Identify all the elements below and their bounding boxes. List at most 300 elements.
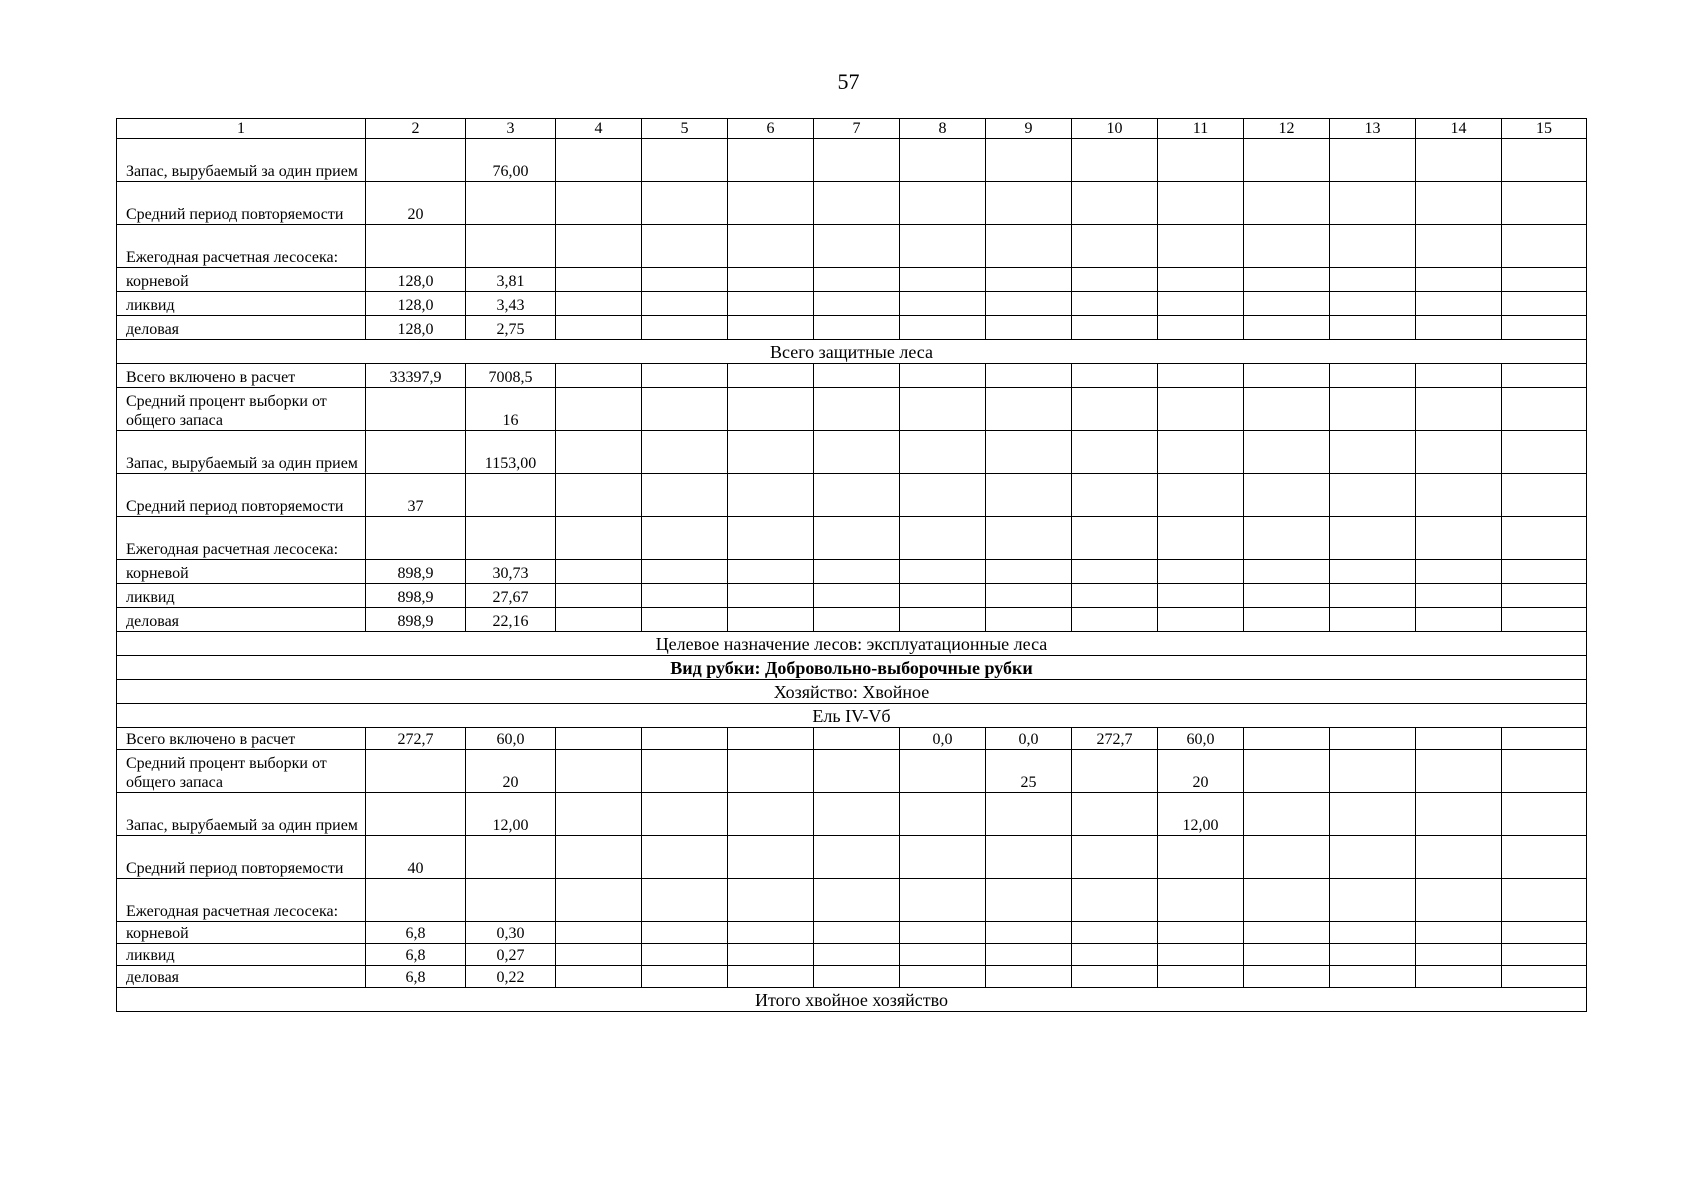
- table-cell: [366, 879, 466, 922]
- table-cell: [814, 225, 900, 268]
- table-cell: [642, 474, 728, 517]
- table-cell: [1072, 560, 1158, 584]
- table-cell: [1072, 388, 1158, 431]
- table-cell: [1158, 268, 1244, 292]
- table-row: [117, 292, 1587, 316]
- table-cell: 128,0: [366, 292, 466, 316]
- table-cell: [728, 517, 814, 560]
- table-cell: 60,0: [1158, 728, 1244, 750]
- table-cell: 1153,00: [466, 431, 556, 474]
- table-cell: [900, 292, 986, 316]
- table-cell: 128,0: [366, 316, 466, 340]
- table-cell: 33397,9: [366, 364, 466, 388]
- table-cell: 12,00: [466, 793, 556, 836]
- table-cell: [1330, 139, 1416, 182]
- section-row: [117, 704, 1587, 728]
- column-number: 12: [1244, 119, 1330, 139]
- table-cell: [986, 944, 1072, 966]
- table-cell: [1330, 225, 1416, 268]
- table-cell: 6,8: [366, 944, 466, 966]
- table-cell: [728, 584, 814, 608]
- section-title: Итого хвойное хозяйство: [117, 988, 1587, 1012]
- table-cell: 60,0: [466, 728, 556, 750]
- table-cell: [466, 225, 556, 268]
- table-cell: [1502, 944, 1587, 966]
- table-cell: [814, 944, 900, 966]
- table-cell: [986, 474, 1072, 517]
- table-cell: 898,9: [366, 584, 466, 608]
- table-cell: [900, 225, 986, 268]
- table-cell: [986, 836, 1072, 879]
- table-cell: [642, 922, 728, 944]
- table-cell: [814, 268, 900, 292]
- table-row: [117, 474, 1587, 517]
- table-cell: [642, 268, 728, 292]
- table-cell: [1416, 966, 1502, 988]
- table-row: [117, 364, 1587, 388]
- table-cell: [366, 139, 466, 182]
- table-cell: [728, 922, 814, 944]
- table-row: [117, 944, 1587, 966]
- table-cell: [986, 182, 1072, 225]
- table-cell: [1072, 292, 1158, 316]
- row-label: Средний период повторяемости: [117, 182, 366, 225]
- table-cell: [1072, 431, 1158, 474]
- table-cell: 0,27: [466, 944, 556, 966]
- table-cell: [556, 922, 642, 944]
- table-cell: [1244, 944, 1330, 966]
- table-cell: [986, 225, 1072, 268]
- table-cell: [1330, 364, 1416, 388]
- column-number: 3: [466, 119, 556, 139]
- table-cell: [556, 608, 642, 632]
- table-cell: [986, 879, 1072, 922]
- table-cell: [642, 139, 728, 182]
- table-cell: 898,9: [366, 608, 466, 632]
- table-cell: [1502, 750, 1587, 793]
- table-cell: 3,43: [466, 292, 556, 316]
- table-cell: [1502, 292, 1587, 316]
- table-cell: 6,8: [366, 966, 466, 988]
- table-cell: [900, 364, 986, 388]
- table-cell: 272,7: [1072, 728, 1158, 750]
- table-cell: [1244, 268, 1330, 292]
- table-cell: [900, 517, 986, 560]
- table-cell: [1330, 268, 1416, 292]
- table-cell: [1502, 268, 1587, 292]
- table-cell: [1416, 944, 1502, 966]
- table-cell: [1330, 608, 1416, 632]
- table-cell: [1244, 793, 1330, 836]
- table-cell: [814, 364, 900, 388]
- table-cell: [466, 836, 556, 879]
- table-cell: [1416, 793, 1502, 836]
- row-label: деловая: [117, 316, 366, 340]
- table-row: [117, 584, 1587, 608]
- row-label: Всего включено в расчет: [117, 728, 366, 750]
- table-cell: [728, 388, 814, 431]
- table-cell: [556, 584, 642, 608]
- table-row: [117, 728, 1587, 750]
- table-cell: [900, 268, 986, 292]
- table-cell: [1158, 182, 1244, 225]
- table-cell: [900, 608, 986, 632]
- table-cell: [728, 608, 814, 632]
- row-label: Средний период повторяемости: [117, 836, 366, 879]
- table-cell: [1158, 364, 1244, 388]
- table-cell: [642, 608, 728, 632]
- table-cell: [814, 292, 900, 316]
- column-number: 11: [1158, 119, 1244, 139]
- table-cell: [1502, 388, 1587, 431]
- table-cell: [1244, 879, 1330, 922]
- table-cell: [900, 966, 986, 988]
- table-cell: [728, 431, 814, 474]
- table-cell: [556, 431, 642, 474]
- table-cell: [1330, 966, 1416, 988]
- table-cell: 0,22: [466, 966, 556, 988]
- column-number-row: [117, 119, 1587, 139]
- table-cell: [1330, 793, 1416, 836]
- table-cell: [728, 182, 814, 225]
- table-cell: [1502, 728, 1587, 750]
- table-cell: [728, 225, 814, 268]
- table-cell: [1158, 292, 1244, 316]
- section-title: Целевое назначение лесов: эксплуатационные леса: [117, 632, 1587, 656]
- section-title: Хозяйство: Хвойное: [117, 680, 1587, 704]
- table-cell: [900, 584, 986, 608]
- table-cell: [556, 474, 642, 517]
- table-cell: [1330, 292, 1416, 316]
- table-cell: [986, 431, 1072, 474]
- table-cell: [1244, 431, 1330, 474]
- table-cell: [1072, 316, 1158, 340]
- table-cell: [900, 139, 986, 182]
- table-cell: [1416, 560, 1502, 584]
- table-row: [117, 750, 1587, 793]
- row-label: корневой: [117, 922, 366, 944]
- table-cell: [556, 225, 642, 268]
- table-cell: [366, 225, 466, 268]
- table-row: [117, 793, 1587, 836]
- table-cell: [1416, 584, 1502, 608]
- table-cell: [1244, 608, 1330, 632]
- table-cell: [1072, 750, 1158, 793]
- table-cell: [642, 225, 728, 268]
- table-cell: 20: [1158, 750, 1244, 793]
- table-cell: [1330, 944, 1416, 966]
- table-cell: [986, 316, 1072, 340]
- table-cell: [1416, 316, 1502, 340]
- table-cell: [556, 879, 642, 922]
- table-cell: [1330, 922, 1416, 944]
- table-cell: [366, 517, 466, 560]
- table-cell: [986, 388, 1072, 431]
- table-cell: 6,8: [366, 922, 466, 944]
- table-cell: [1072, 793, 1158, 836]
- table-cell: [1416, 182, 1502, 225]
- table-cell: [728, 966, 814, 988]
- table-cell: [1158, 560, 1244, 584]
- table-cell: [556, 139, 642, 182]
- table-row: [117, 316, 1587, 340]
- table-cell: [1072, 944, 1158, 966]
- table-cell: [986, 364, 1072, 388]
- table-cell: [1158, 474, 1244, 517]
- table-cell: [366, 388, 466, 431]
- table-cell: [1502, 836, 1587, 879]
- table-cell: [728, 728, 814, 750]
- table-cell: [1244, 750, 1330, 793]
- table-cell: [900, 879, 986, 922]
- table-cell: [814, 793, 900, 836]
- table-row: [117, 225, 1587, 268]
- column-number: 6: [728, 119, 814, 139]
- table-cell: [814, 316, 900, 340]
- table-cell: 16: [466, 388, 556, 431]
- section-title: Всего защитные леса: [117, 340, 1587, 364]
- table-cell: [1502, 316, 1587, 340]
- table-cell: [1158, 922, 1244, 944]
- table-cell: [1244, 922, 1330, 944]
- table-cell: [814, 728, 900, 750]
- table-cell: [1072, 836, 1158, 879]
- table-cell: [1158, 966, 1244, 988]
- table-cell: [642, 879, 728, 922]
- table-cell: 25: [986, 750, 1072, 793]
- table-cell: [1416, 728, 1502, 750]
- table-row: [117, 836, 1587, 879]
- table-cell: [986, 966, 1072, 988]
- table-cell: [556, 517, 642, 560]
- table-cell: [728, 879, 814, 922]
- table-cell: 898,9: [366, 560, 466, 584]
- table-cell: [642, 584, 728, 608]
- table-cell: [1330, 182, 1416, 225]
- table-body: [117, 119, 1587, 1012]
- table-cell: [986, 517, 1072, 560]
- table-cell: [900, 750, 986, 793]
- table-cell: [1416, 922, 1502, 944]
- column-number: 13: [1330, 119, 1416, 139]
- column-number: 7: [814, 119, 900, 139]
- table-cell: [1330, 517, 1416, 560]
- section-title: Вид рубки: Добровольно-выборочные рубки: [117, 656, 1587, 680]
- table-cell: [1330, 879, 1416, 922]
- table-row: [117, 182, 1587, 225]
- table-cell: [900, 316, 986, 340]
- table-cell: [986, 560, 1072, 584]
- row-label: Ежегодная расчетная лесосека:: [117, 879, 366, 922]
- table-cell: [814, 879, 900, 922]
- table-cell: [556, 944, 642, 966]
- table-cell: [642, 750, 728, 793]
- table-cell: [1416, 517, 1502, 560]
- table-cell: [900, 388, 986, 431]
- table-cell: [1244, 966, 1330, 988]
- table-cell: [1244, 182, 1330, 225]
- column-number: 8: [900, 119, 986, 139]
- table-cell: [1158, 517, 1244, 560]
- table-cell: 76,00: [466, 139, 556, 182]
- table-cell: [1416, 364, 1502, 388]
- table-cell: [642, 560, 728, 584]
- table-cell: [1072, 182, 1158, 225]
- row-label: корневой: [117, 560, 366, 584]
- table-cell: [1244, 364, 1330, 388]
- table-cell: [1502, 879, 1587, 922]
- table-cell: [1502, 364, 1587, 388]
- table-cell: [1502, 608, 1587, 632]
- table-cell: [1416, 268, 1502, 292]
- table-cell: [556, 793, 642, 836]
- table-cell: [1244, 474, 1330, 517]
- table-row: [117, 922, 1587, 944]
- table-cell: [1072, 608, 1158, 632]
- table-cell: [900, 944, 986, 966]
- table-cell: [814, 182, 900, 225]
- table-cell: [1244, 225, 1330, 268]
- table-cell: [1330, 560, 1416, 584]
- table-cell: [1072, 364, 1158, 388]
- table-cell: [1158, 879, 1244, 922]
- table-cell: [814, 474, 900, 517]
- table-cell: [556, 316, 642, 340]
- column-number: 15: [1502, 119, 1587, 139]
- table-cell: [900, 431, 986, 474]
- table-cell: [642, 364, 728, 388]
- table-cell: 40: [366, 836, 466, 879]
- row-label: деловая: [117, 608, 366, 632]
- table-cell: [1416, 139, 1502, 182]
- table-cell: [814, 139, 900, 182]
- table-row: [117, 879, 1587, 922]
- table-cell: [728, 793, 814, 836]
- table-cell: [1244, 560, 1330, 584]
- table-cell: [1158, 139, 1244, 182]
- row-label: ликвид: [117, 584, 366, 608]
- table-cell: [900, 836, 986, 879]
- table-cell: [728, 292, 814, 316]
- table-cell: [1244, 584, 1330, 608]
- table-cell: [986, 584, 1072, 608]
- table-cell: [728, 944, 814, 966]
- table-cell: [1158, 608, 1244, 632]
- table-cell: [728, 836, 814, 879]
- table-cell: [466, 517, 556, 560]
- table-cell: [814, 388, 900, 431]
- row-label: Запас, вырубаемый за один прием: [117, 431, 366, 474]
- table-cell: [986, 608, 1072, 632]
- table-cell: [466, 182, 556, 225]
- row-label: Средний процент выборки от общего запаса: [117, 388, 366, 431]
- table-cell: [1330, 316, 1416, 340]
- table-cell: [1158, 836, 1244, 879]
- table-cell: [900, 793, 986, 836]
- table-cell: 27,67: [466, 584, 556, 608]
- table-cell: [556, 268, 642, 292]
- table-row: [117, 139, 1587, 182]
- section-title: Ель IV-Vб: [117, 704, 1587, 728]
- table-cell: 20: [466, 750, 556, 793]
- table-cell: 12,00: [1158, 793, 1244, 836]
- row-label: Запас, вырубаемый за один прием: [117, 793, 366, 836]
- table-cell: [556, 836, 642, 879]
- table-cell: 0,0: [986, 728, 1072, 750]
- row-label: ликвид: [117, 944, 366, 966]
- table-cell: [366, 793, 466, 836]
- table-row: [117, 268, 1587, 292]
- table-cell: [1330, 388, 1416, 431]
- table-cell: [1416, 879, 1502, 922]
- table-cell: 128,0: [366, 268, 466, 292]
- table-cell: [814, 922, 900, 944]
- table-cell: [1502, 474, 1587, 517]
- table-cell: [814, 836, 900, 879]
- column-number: 4: [556, 119, 642, 139]
- table-row: [117, 431, 1587, 474]
- table-cell: [556, 560, 642, 584]
- table-cell: [900, 560, 986, 584]
- table-cell: [900, 182, 986, 225]
- table-row: [117, 517, 1587, 560]
- table-cell: [1072, 966, 1158, 988]
- table-cell: [1416, 225, 1502, 268]
- table-cell: [1502, 139, 1587, 182]
- table-cell: [1330, 728, 1416, 750]
- table-cell: 2,75: [466, 316, 556, 340]
- table-cell: [642, 793, 728, 836]
- table-cell: [1072, 474, 1158, 517]
- table-cell: [556, 750, 642, 793]
- table-cell: [1158, 431, 1244, 474]
- table-cell: [642, 182, 728, 225]
- table-cell: [1072, 225, 1158, 268]
- table-cell: [642, 292, 728, 316]
- row-label: ликвид: [117, 292, 366, 316]
- column-number: 1: [117, 119, 366, 139]
- column-number: 2: [366, 119, 466, 139]
- table-cell: [986, 922, 1072, 944]
- table-cell: [1244, 316, 1330, 340]
- table-cell: [1502, 793, 1587, 836]
- table-cell: 22,16: [466, 608, 556, 632]
- column-number: 10: [1072, 119, 1158, 139]
- page-number: 57: [837, 69, 860, 94]
- table-cell: [986, 292, 1072, 316]
- section-row: [117, 340, 1587, 364]
- table-cell: [1158, 388, 1244, 431]
- table-cell: [1244, 292, 1330, 316]
- table-cell: 272,7: [366, 728, 466, 750]
- table-row: [117, 388, 1587, 431]
- table-cell: [1502, 966, 1587, 988]
- table-cell: [556, 388, 642, 431]
- table-cell: [1416, 292, 1502, 316]
- table-row: [117, 560, 1587, 584]
- row-label: корневой: [117, 268, 366, 292]
- table-cell: [1330, 750, 1416, 793]
- table-cell: [728, 474, 814, 517]
- table-cell: [1072, 922, 1158, 944]
- row-label: Ежегодная расчетная лесосека:: [117, 517, 366, 560]
- table-cell: [1502, 584, 1587, 608]
- table-cell: 37: [366, 474, 466, 517]
- table-cell: [1158, 944, 1244, 966]
- column-number: 5: [642, 119, 728, 139]
- table-cell: [642, 944, 728, 966]
- table-cell: 3,81: [466, 268, 556, 292]
